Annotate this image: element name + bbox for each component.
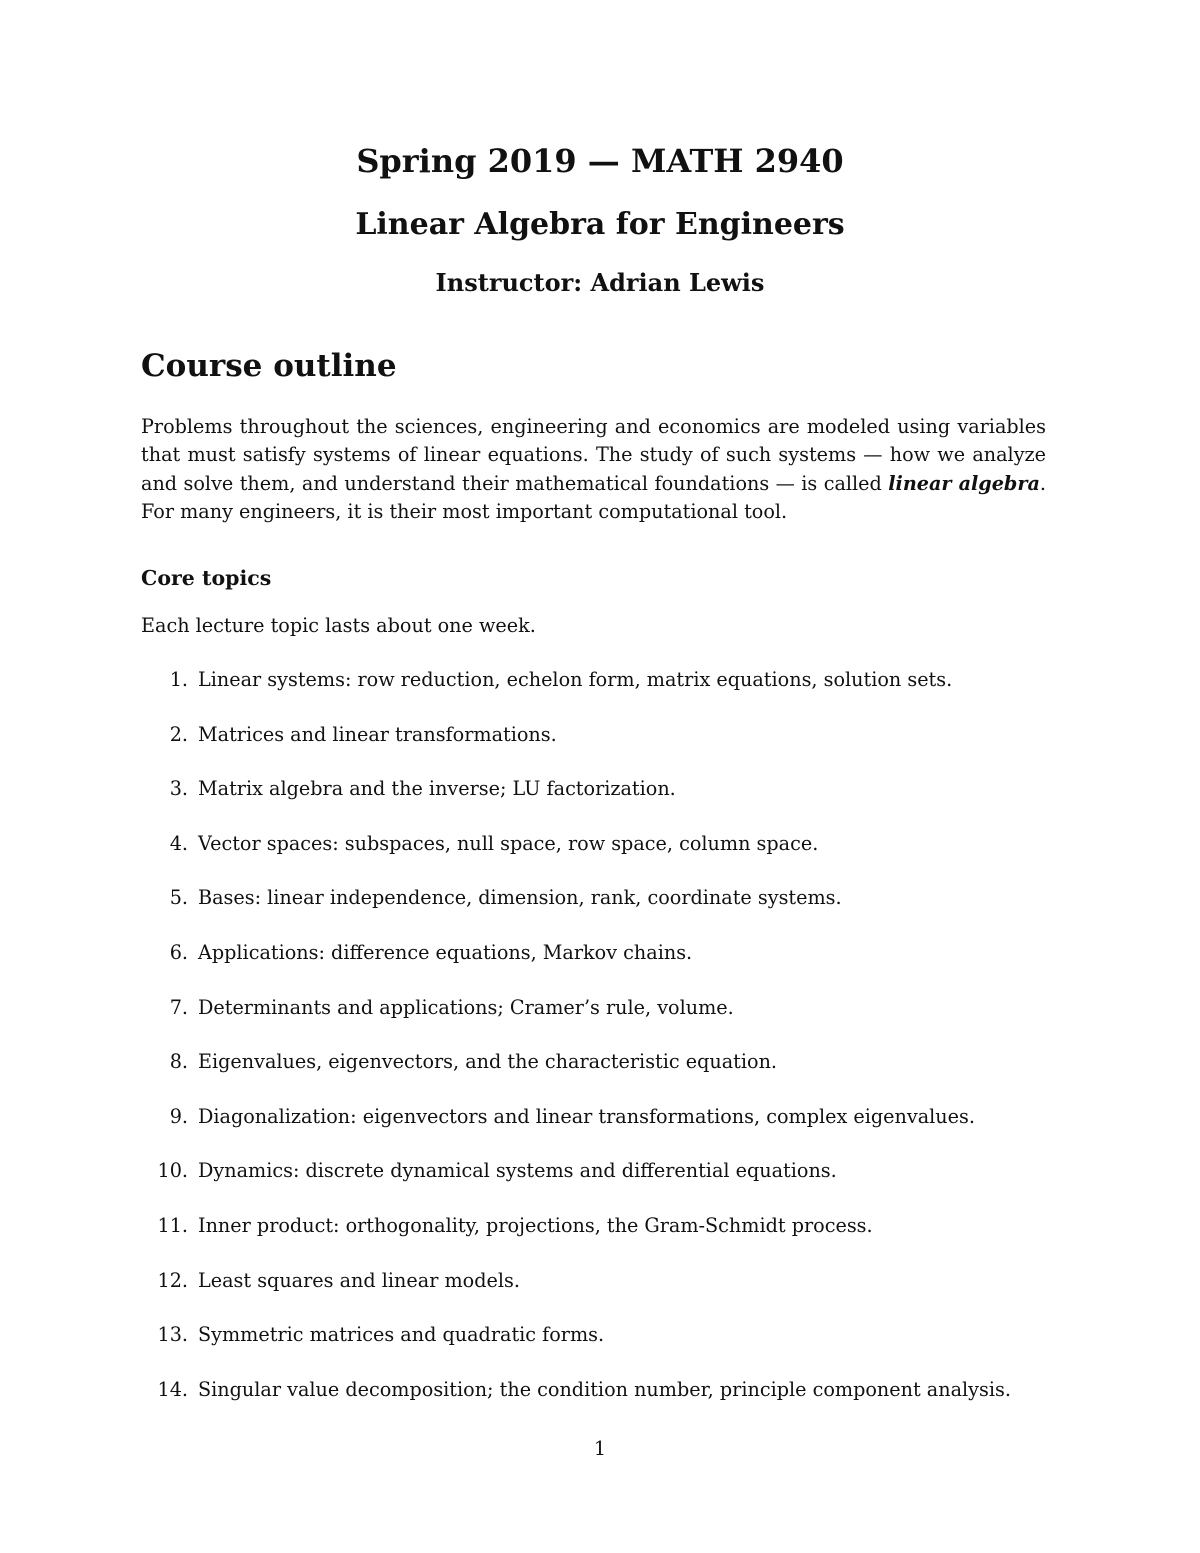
topic-text: Least squares and linear models. [198, 1268, 520, 1292]
topic-number: 10. [157, 1159, 188, 1183]
topic-item [0, 886, 1200, 941]
topic-text: Linear systems: row reduction, echelon form, matrix equations, solution sets. [198, 668, 953, 691]
topic-item [0, 1105, 1200, 1160]
topic-number: 3. [169, 777, 188, 801]
intro-paragraph [141, 413, 1046, 527]
topic-number: 12. [157, 1268, 188, 1292]
topic-item [0, 832, 1200, 887]
intro-text-after: . For many engineers, it is their most important computational tool. [141, 471, 1046, 524]
topic-text: Vector spaces: subspaces, null space, row space, column space. [198, 831, 819, 855]
topic-item [0, 723, 1200, 778]
page-number: 1 [593, 1437, 607, 1460]
section-heading-course-outline: Course outline [141, 348, 397, 384]
topic-text: Singular value decomposition; the condition number, principle component analysis. [198, 1377, 1011, 1401]
topic-text: Determinants and applications; Cramer’s rule, volume. [198, 995, 734, 1019]
topic-number: 2. [169, 722, 188, 746]
topic-number: 8. [169, 1050, 188, 1074]
topic-item [0, 1378, 1200, 1433]
topic-text: Matrices and linear transformations. [198, 722, 557, 746]
topic-item [0, 996, 1200, 1051]
topic-item [0, 1269, 1200, 1324]
topic-item [0, 777, 1200, 832]
topic-text: Symmetric matrices and quadratic forms. [198, 1323, 605, 1347]
topic-text: Inner product: orthogonality, projections, the Gram-Schmidt process. [198, 1213, 873, 1237]
course-instructor: Instructor: Adrian Lewis [435, 268, 765, 297]
topic-number: 1. [169, 668, 188, 691]
intro-text-before: Problems throughout the sciences, engineering and economics are modeled using variables that must satisfy systems of linear equations. The study of such systems — how we analyze and solve them, and understand their mathematical foundations — is called [141, 415, 1046, 495]
subheading-core-topics: Core topics [141, 566, 272, 590]
topic-text: Eigenvalues, eigenvectors, and the characteristic equation. [198, 1050, 778, 1074]
topic-item [0, 941, 1200, 996]
topic-text: Diagonalization: eigenvectors and linear transformations, complex eigenvalues. [198, 1104, 975, 1128]
topic-item [0, 1214, 1200, 1269]
topic-number: 4. [169, 831, 188, 855]
topic-number: 11. [157, 1213, 188, 1237]
topic-number: 5. [169, 886, 188, 910]
topic-item [0, 1323, 1200, 1378]
topic-number: 7. [169, 995, 188, 1019]
topic-number: 13. [157, 1323, 188, 1347]
topic-number: 14. [157, 1377, 188, 1401]
topic-item [0, 1159, 1200, 1214]
course-title-name: Linear Algebra for Engineers [355, 207, 845, 242]
core-topics-lead: Each lecture topic lasts about one week. [141, 614, 536, 637]
topic-number: 9. [169, 1104, 188, 1128]
intro-emphasis: linear algebra [888, 471, 1040, 495]
topic-number: 6. [169, 940, 188, 964]
course-title-term: Spring 2019 — MATH 2940 [356, 142, 844, 180]
topic-item [0, 668, 1200, 723]
topic-list [0, 668, 1200, 1432]
topic-text: Dynamics: discrete dynamical systems and differential equations. [198, 1159, 837, 1183]
topic-text: Applications: difference equations, Markov chains. [198, 940, 693, 964]
topic-text: Bases: linear independence, dimension, rank, coordinate systems. [198, 886, 842, 910]
topic-text: Matrix algebra and the inverse; LU factorization. [198, 777, 676, 801]
topic-item [0, 1050, 1200, 1105]
